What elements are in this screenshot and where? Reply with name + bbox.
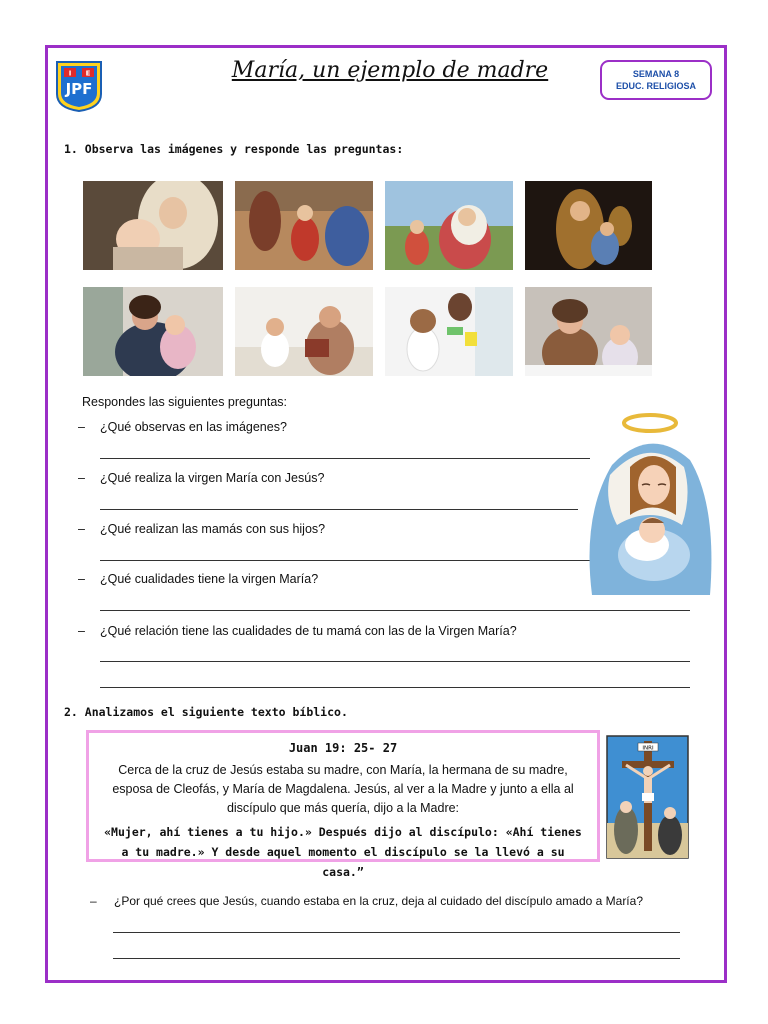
answer-line[interactable] (100, 560, 605, 561)
question-dash: – (78, 471, 85, 485)
answer-line[interactable] (100, 687, 690, 688)
logo-badge-right: E (85, 69, 91, 78)
school-logo (55, 60, 103, 112)
logo-badge-left: I (68, 69, 72, 78)
question-text: ¿Por qué crees que Jesús, cuando estaba en la cruz, deja al cuidado del discípulo amado a María? (114, 894, 643, 908)
photo-holy-family-painting (235, 181, 373, 270)
photo-mary-teaching-jesus (385, 181, 513, 270)
week-label: SEMANA 8 (632, 69, 680, 79)
question-dash: – (90, 894, 97, 908)
subject-label: EDUC. RELIGIOSA (615, 81, 696, 91)
question-dash: – (78, 624, 85, 638)
bible-quote: «Mujer, ahí tienes a tu hijo.» Después dijo al discípulo: «Ahí tienes a tu madre.» Y desde aquel momento el discípulo se la llevó a su casa.” (104, 825, 582, 879)
answer-line[interactable] (113, 958, 680, 959)
question-4 (78, 572, 318, 586)
answer-line[interactable] (100, 610, 690, 611)
bible-text-box (86, 730, 600, 879)
photo-mother-cleaning-with-daughter (385, 287, 513, 376)
question-6 (90, 894, 643, 908)
photo-mother-praying-with-daughter (525, 287, 652, 376)
question-dash: – (78, 420, 85, 434)
section1-heading: 1. Observa las imágenes y responde las preguntas: (64, 142, 404, 156)
photo-mary-reading-with-jesus (525, 181, 652, 270)
photo-virgin-mary-with-child (83, 181, 223, 270)
page-title: María, un ejemplo de madre (231, 58, 549, 83)
bible-reference: Juan 19: 25- 27 (288, 741, 398, 755)
question-text: ¿Qué cualidades tiene la virgen María? (100, 572, 319, 586)
bible-passage: Cerca de la cruz de Jesús estaba su madre, con María, la hermana de su madre, esposa de Cleofás, y María de Magdalena. Jesús, al ver a la Madre y junto a ella al discípulo que más quería, dijo a la Madre: (112, 763, 574, 815)
week-badge (600, 60, 712, 100)
logo-text: JPF (65, 80, 93, 98)
question-dash: – (78, 572, 85, 586)
section2-heading: 2. Analizamos el siguiente texto bíblico. (64, 705, 348, 719)
question-3 (78, 522, 325, 536)
answer-line[interactable] (100, 661, 690, 662)
virgin-mary-illustration (572, 405, 722, 600)
questions-intro: Respondes las siguientes preguntas: (82, 395, 287, 409)
question-2 (78, 471, 324, 485)
answer-line[interactable] (100, 509, 578, 510)
answer-line[interactable] (113, 932, 680, 933)
answer-line[interactable] (100, 458, 590, 459)
photo-mother-homework-with-kids (235, 287, 373, 376)
question-text: ¿Qué realiza la virgen María con Jesús? (100, 471, 325, 485)
inri-sign: INRI (642, 745, 654, 752)
question-text: ¿Qué observas en las imágenes? (100, 420, 287, 434)
photo-mother-hugging-child (83, 287, 223, 376)
question-5 (78, 624, 517, 638)
question-text: ¿Qué realizan las mamás con sus hijos? (100, 522, 326, 536)
question-dash: – (78, 522, 85, 536)
question-text: ¿Qué relación tiene las cualidades de tu mamá con las de la Virgen María? (100, 624, 517, 638)
question-1 (78, 420, 287, 434)
crucifixion-illustration (606, 735, 689, 859)
